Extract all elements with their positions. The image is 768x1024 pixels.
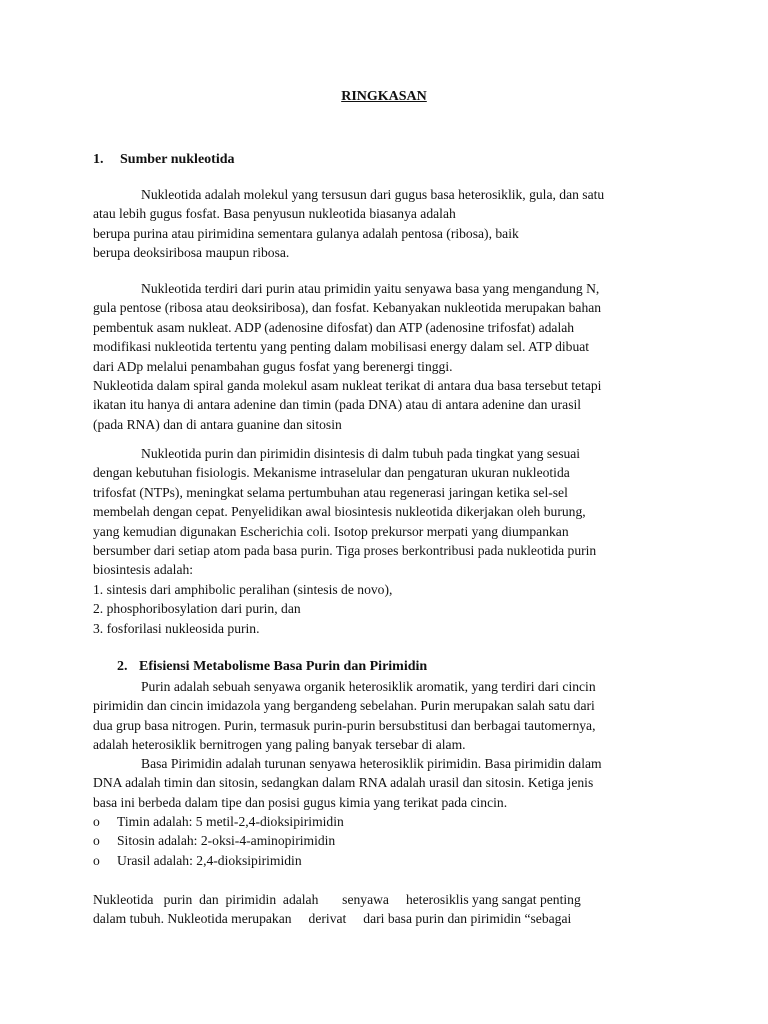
bullet-mark: o <box>93 814 100 829</box>
section-1-paragraph-1 <box>93 185 673 263</box>
section-1-title: Sumber nukleotida <box>120 152 235 167</box>
text-line: basa ini berbeda dalam tipe dan posisi gugus kimia yang terikat pada cincin. <box>93 794 508 810</box>
text-line: DNA adalah timin dan sitosin, sedangkan dalam RNA adalah urasil dan sitosin. Ketiga jenis <box>93 775 594 791</box>
section-2-number: 2. <box>117 659 128 674</box>
text-line: pirimidin dan cincin imidazola yang bergandeng sebelahan. Purin merupakan salah satu dari <box>93 698 595 714</box>
bullet-mark: o <box>93 852 100 868</box>
bullet-item-sitosin <box>93 831 673 850</box>
section-2-title: Efisiensi Metabolisme Basa Purin dan Pirimidin <box>139 659 428 674</box>
bullet-item-urasil <box>93 851 673 870</box>
document-title: RINGKASAN <box>341 89 427 104</box>
text-line: trifosfat (NTPs), meningkat selama pertumbuhan atau regenerasi jaringan ketika sel-sel <box>93 484 568 500</box>
list-item: 2. phosphoribosylation dari purin, dan <box>93 601 301 617</box>
section-1-number: 1. <box>93 152 104 167</box>
text-line: Nukleotida terdiri dari purin atau primidin yaitu senyawa basa yang mengandung N, <box>141 281 600 296</box>
text-line: membelah dengan cepat. Penyelidikan awal biosintesis nukleotida dikerjakan oleh burung, <box>93 504 586 520</box>
section-1-heading <box>93 150 235 169</box>
text-line: ikatan itu hanya di antara adenine dan timin (pada DNA) atau di antara adenine dan urasil <box>93 397 582 413</box>
list-item: 3. fosforilasi nukleosida purin. <box>93 620 260 636</box>
text-line: dalam tubuh. Nukleotida merupakan derivat dari basa purin dan pirimidin “sebagai <box>93 911 572 927</box>
section-1-paragraph-2 <box>93 279 673 434</box>
section-2-heading <box>117 657 427 676</box>
text-line: atau lebih gugus fosfat. Basa penyusun nukleotida biasanya adalah <box>93 206 456 222</box>
list-item: 1. sintesis dari amphibolic peralihan (sintesis de novo), <box>93 581 393 597</box>
bullet-list <box>93 812 673 870</box>
section-2-paragraph-3 <box>93 890 673 929</box>
text-line: adalah heterosiklik bernitrogen yang paling banyak tersebar di alam. <box>93 737 466 753</box>
text-line: Nukleotida adalah molekul yang tersusun dari gugus basa heterosiklik, gula, dan satu <box>141 187 605 202</box>
text-line: Nukleotida purin dan pirimidin disintesis di dalm tubuh pada tingkat yang sesuai <box>141 446 581 461</box>
text-line: Basa Pirimidin adalah turunan senyawa heterosiklik pirimidin. Basa pirimidin dalam <box>141 756 602 771</box>
text-line: dengan kebutuhan fisiologis. Mekanisme intraselular dan pengaturan ukuran nukleotida <box>93 465 570 481</box>
text-line: Nukleotida purin dan pirimidin adalah senyawa heterosiklis yang sangat penting <box>93 892 581 907</box>
section-2-paragraph-1 <box>93 677 673 755</box>
text-line: biosintesis adalah: <box>93 562 194 578</box>
text-line: yang kemudian digunakan Escherichia coli. Isotop prekursor merpati yang diumpankan <box>93 523 569 539</box>
bullet-item-timin <box>93 812 673 831</box>
text-line: gula pentose (ribosa atau deoksiribosa), dan fosfat. Kebanyakan nukleotida merupakan bahan <box>93 300 602 316</box>
text-line: (pada RNA) dan di antara guanine dan sitosin <box>93 416 342 432</box>
bullet-text: Timin adalah: 5 metil-2,4-dioksipirimidin <box>117 814 344 829</box>
text-line: modifikasi nukleotida tertentu yang penting dalam mobilisasi energy dalam sel. ATP dibuat <box>93 339 590 355</box>
text-line: berupa purina atau pirimidina sementara gulanya adalah pentosa (ribosa), baik <box>93 225 519 241</box>
text-line: dari ADp melalui penambahan gugus fosfat yang berenergi tinggi. <box>93 358 453 374</box>
section-1-paragraph-3 <box>93 444 673 638</box>
bullet-mark: o <box>93 833 100 849</box>
text-line: bersumber dari setiap atom pada basa purin. Tiga proses berkontribusi pada nukleotida purin <box>93 542 597 558</box>
bullet-text: Urasil adalah: 2,4-dioksipirimidin <box>117 852 302 868</box>
section-2-paragraph-2 <box>93 754 673 812</box>
text-line: Purin adalah sebuah senyawa organik heterosiklik aromatik, yang terdiri dari cincin <box>141 679 596 694</box>
text-line: berupa deoksiribosa maupun ribosa. <box>93 245 290 261</box>
text-line: Nukleotida dalam spiral ganda molekul asam nukleat terikat di antara dua basa tersebut tetapi <box>93 377 602 393</box>
text-line: pembentuk asam nukleat. ADP (adenosine difosfat) dan ATP (adenosine trifosfat) adalah <box>93 319 575 335</box>
text-line: dua grup basa nitrogen. Purin, termasuk purin-purin bersubstitusi dan berbagai tautomernya, <box>93 717 596 733</box>
bullet-text: Sitosin adalah: 2-oksi-4-aminopirimidin <box>117 833 336 849</box>
